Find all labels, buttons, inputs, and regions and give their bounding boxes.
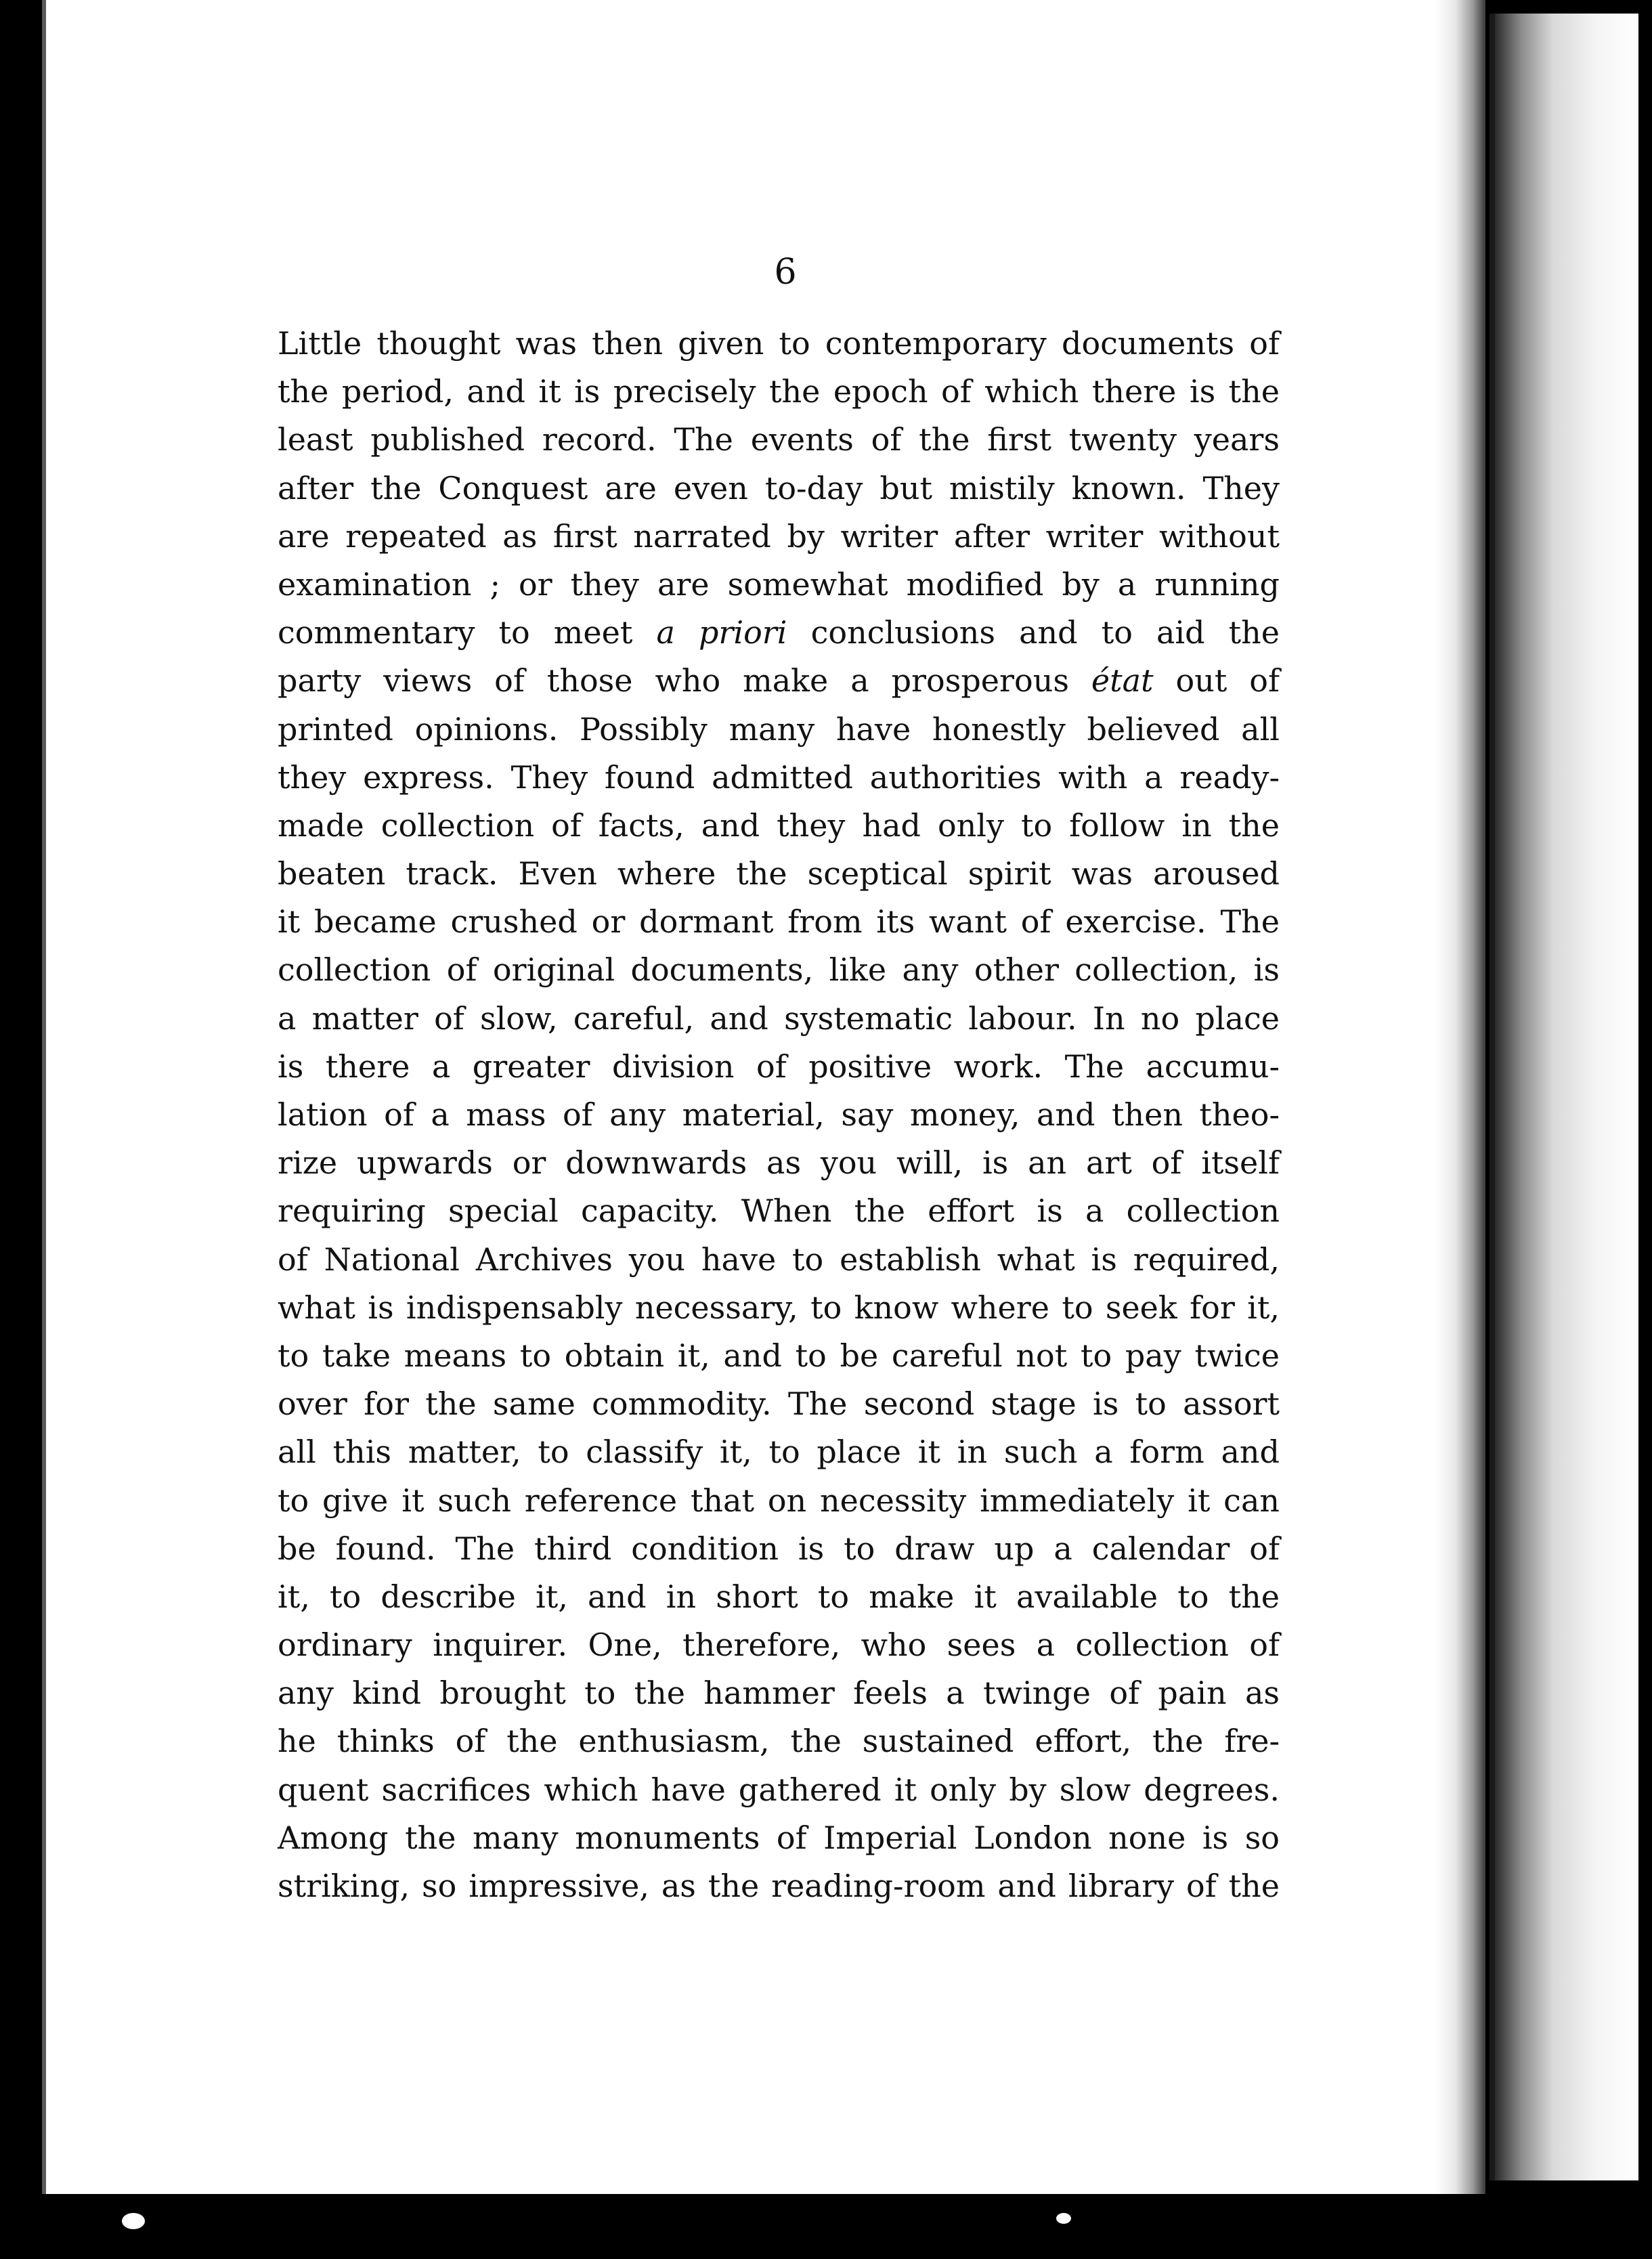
text-line: what is indispensably necessary, to know where to seek for it, — [278, 1289, 1280, 1326]
text-line: it became crushed or dormant from its want of exercise. The — [278, 903, 1280, 941]
text-line: quent sacrifices which have gathered it only by slow degrees. — [278, 1771, 1280, 1808]
text-line: all this matter, to classify it, to place it in such a form and — [278, 1434, 1280, 1471]
body-text — [278, 320, 1280, 1910]
text-line: any kind brought to the hammer feels a twinge of pain as — [278, 1675, 1280, 1712]
text-line: of National Archives you have to establish what is required, — [278, 1241, 1280, 1278]
text-line: lation of a mass of any material, say money, and then theo- — [278, 1096, 1280, 1133]
text-line: to give it such reference that on necessity immediately it can — [278, 1482, 1280, 1519]
page-fold-shadow — [1435, 0, 1485, 2194]
text-line: they express. They found admitted authorities with a ready- — [278, 758, 1280, 796]
text-line: Little thought was then given to contemporary documents of — [278, 325, 1280, 362]
text-line: the period, and it is precisely the epoch of which there is the — [278, 373, 1280, 410]
text-line: least published record. The events of the first twenty years — [278, 421, 1280, 458]
text-line: rize upwards or downwards as you will, is an art of itself — [278, 1144, 1280, 1182]
text-line: be found. The third condition is to draw up a calendar of — [278, 1530, 1280, 1567]
text-line-italic: party views of those who make a prosperous état out of — [278, 662, 1280, 700]
text-line: are repeated as first narrated by writer after writer without — [278, 517, 1280, 555]
scan-speck — [122, 2213, 145, 2229]
page-number: 6 — [774, 252, 797, 293]
text-line: examination ; or they are somewhat modified by a running — [278, 565, 1280, 603]
italic-term: a priori — [656, 614, 787, 651]
text-line: after the Conquest are even to-day but mistily known. They — [278, 469, 1280, 507]
text-line: over for the same commodity. The second stage is to assort — [278, 1385, 1280, 1423]
text-line: collection of original documents, like any other collection, is — [278, 951, 1280, 989]
text-line: beaten track. Even where the sceptical spirit was aroused — [278, 855, 1280, 892]
text-line: it, to describe it, and in short to make it available to the — [278, 1578, 1280, 1615]
text-line: he thinks of the enthusiasm, the sustained effort, the fre- — [278, 1723, 1280, 1760]
italic-term: état — [1091, 662, 1154, 700]
text-line-italic: commentary to meet a priori conclusions and to aid the — [278, 614, 1280, 651]
text-line: is there a greater division of positive work. The accumu- — [278, 1048, 1280, 1085]
text-line: to take means to obtain it, and to be careful not to pay twice — [278, 1337, 1280, 1374]
scan-speck — [1056, 2213, 1071, 2224]
text-line: made collection of facts, and they had only to follow in the — [278, 806, 1280, 844]
text-line: ordinary inquirer. One, therefore, who sees a collection of — [278, 1627, 1280, 1664]
text-line: a matter of slow, careful, and systematic labour. In no place — [278, 999, 1280, 1037]
facing-page-edge — [1490, 14, 1638, 2180]
text-line: striking, so impressive, as the reading-room and library of the — [278, 1868, 1280, 1904]
text-line: Among the many monuments of Imperial London none is so — [278, 1819, 1280, 1856]
text-line: printed opinions. Possibly many have honestly believed all — [278, 710, 1280, 748]
text-line: requiring special capacity. When the effort is a collection — [278, 1192, 1280, 1230]
